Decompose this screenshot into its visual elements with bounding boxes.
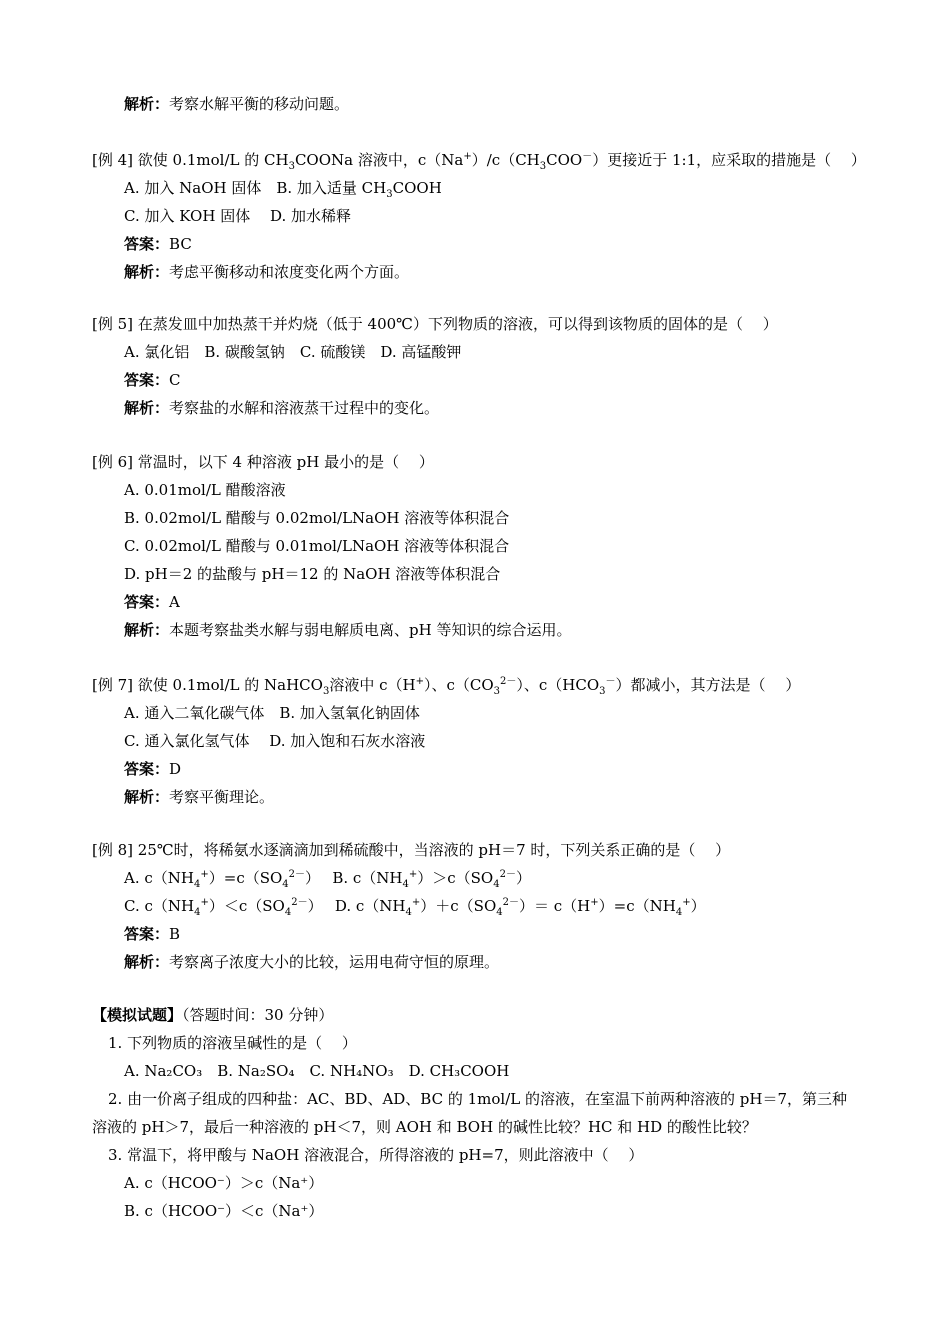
mock-question-1-options: A. Na₂CO₃ B. Na₂SO₄ C. NH₄NO₃ D. CH₃COOH	[124, 1062, 510, 1080]
example-4-question: [例 4] 欲使 0.1mol/L 的 $CH_3COONa$ 溶液中，$c(Na^+)/c(CH_3COO^-)$更接近于 1:1，应采取的措施是（ ）	[92, 151, 866, 172]
example-5-question: [例 5] 在蒸发皿中加热蒸干并灼烧（低于 400℃）下列物质的溶液，可以得到该物质的固体的是（ ）	[92, 315, 778, 333]
mock-question-3: 3. 常温下，将甲酸与 NaOH 溶液混合，所得溶液的 pH=7，则此溶液中（ ）	[108, 1146, 644, 1164]
analysis-line: 解析：考察水解平衡的移动问题。	[124, 95, 350, 113]
example-8-options-2: C. $c(NH_4^+)<c(SO_4^{2-})$ D. $c(NH_4^+)+c(SO_4^{2-})= c(H^+)=c(NH_4^+)$	[124, 897, 706, 918]
mock-test-heading: 【模拟试题】（答题时间：30 分钟）	[92, 1006, 334, 1024]
example-5-answer: 答案：C	[124, 371, 181, 389]
mock-question-3-option-b: B. c（HCOO⁻）＜c（Na⁺）	[124, 1202, 324, 1220]
example-7-question: [例 7] 欲使 0.1mol/L 的 NaHCO$_3$溶液中 c（H+）、$c(CO_3^{2-})$、$c(HCO_3^-)$都减小，其方法是（ ）	[92, 676, 801, 697]
example-6-option-a: A. 0.01mol/L 醋酸溶液	[124, 481, 286, 499]
mock-question-2-line-2: 溶液的 pH＞7，最后一种溶液的 pH＜7，则 AOH 和 BOH 的碱性比较？HC 和 HD 的酸性比较？	[92, 1118, 757, 1136]
example-8-answer: 答案：B	[124, 925, 181, 943]
example-4-options-1: A. 加入 NaOH 固体 B. 加入适量 $CH_3COOH$	[124, 179, 442, 200]
example-6-option-b: B. 0.02mol/L 醋酸与 0.02mol/LNaOH 溶液等体积混合	[124, 509, 510, 527]
example-8-analysis: 解析：考察离子浓度大小的比较，运用电荷守恒的原理。	[124, 953, 500, 971]
example-7-options-1: A. 通入二氧化碳气体 B. 加入氢氧化钠固体	[124, 704, 420, 722]
mock-question-2-line-1: 2. 由一价离子组成的四种盐：AC、BD、AD、BC 的 1mol/L 的溶液，在室温下前两种溶液的 pH＝7，第三种	[108, 1090, 847, 1108]
example-6-option-d: D. pH＝2 的盐酸与 pH＝12 的 NaOH 溶液等体积混合	[124, 565, 501, 583]
example-7-options-2: C. 通入氯化氢气体 D. 加入饱和石灰水溶液	[124, 732, 426, 750]
example-4-options-2: C. 加入 KOH 固体 D. 加水稀释	[124, 207, 351, 225]
example-4-answer: 答案：BC	[124, 235, 192, 253]
mock-question-1: 1. 下列物质的溶液呈碱性的是（ ）	[108, 1034, 357, 1052]
example-6-option-c: C. 0.02mol/L 醋酸与 0.01mol/LNaOH 溶液等体积混合	[124, 537, 510, 555]
example-6-answer: 答案：A	[124, 593, 180, 611]
example-8-options-1: A. $c(NH_4^+)=c(SO_4^{2-})$ B. $c(NH_4^+)>c(SO_4^{2-})$	[124, 869, 531, 890]
example-7-analysis: 解析：考察平衡理论。	[124, 788, 275, 806]
example-6-question: [例 6] 常温时，以下 4 种溶液 pH 最小的是（ ）	[92, 453, 434, 471]
mock-question-3-option-a: A. c（HCOO⁻）＞c（Na⁺）	[124, 1174, 324, 1192]
example-4-analysis: 解析：考虑平衡移动和浓度变化两个方面。	[124, 263, 410, 281]
example-5-options: A. 氯化铝 B. 碳酸氢钠 C. 硫酸镁 D. 高锰酸钾	[124, 343, 462, 361]
example-5-analysis: 解析：考察盐的水解和溶液蒸干过程中的变化。	[124, 399, 440, 417]
example-7-answer: 答案：D	[124, 760, 182, 778]
example-6-analysis: 解析：本题考察盐类水解与弱电解质电离、pH 等知识的综合运用。	[124, 621, 572, 639]
example-8-question: [例 8] 25℃时，将稀氨水逐滴滴加到稀硫酸中，当溶液的 pH＝7 时，下列关系正确的是（ ）	[92, 841, 731, 859]
